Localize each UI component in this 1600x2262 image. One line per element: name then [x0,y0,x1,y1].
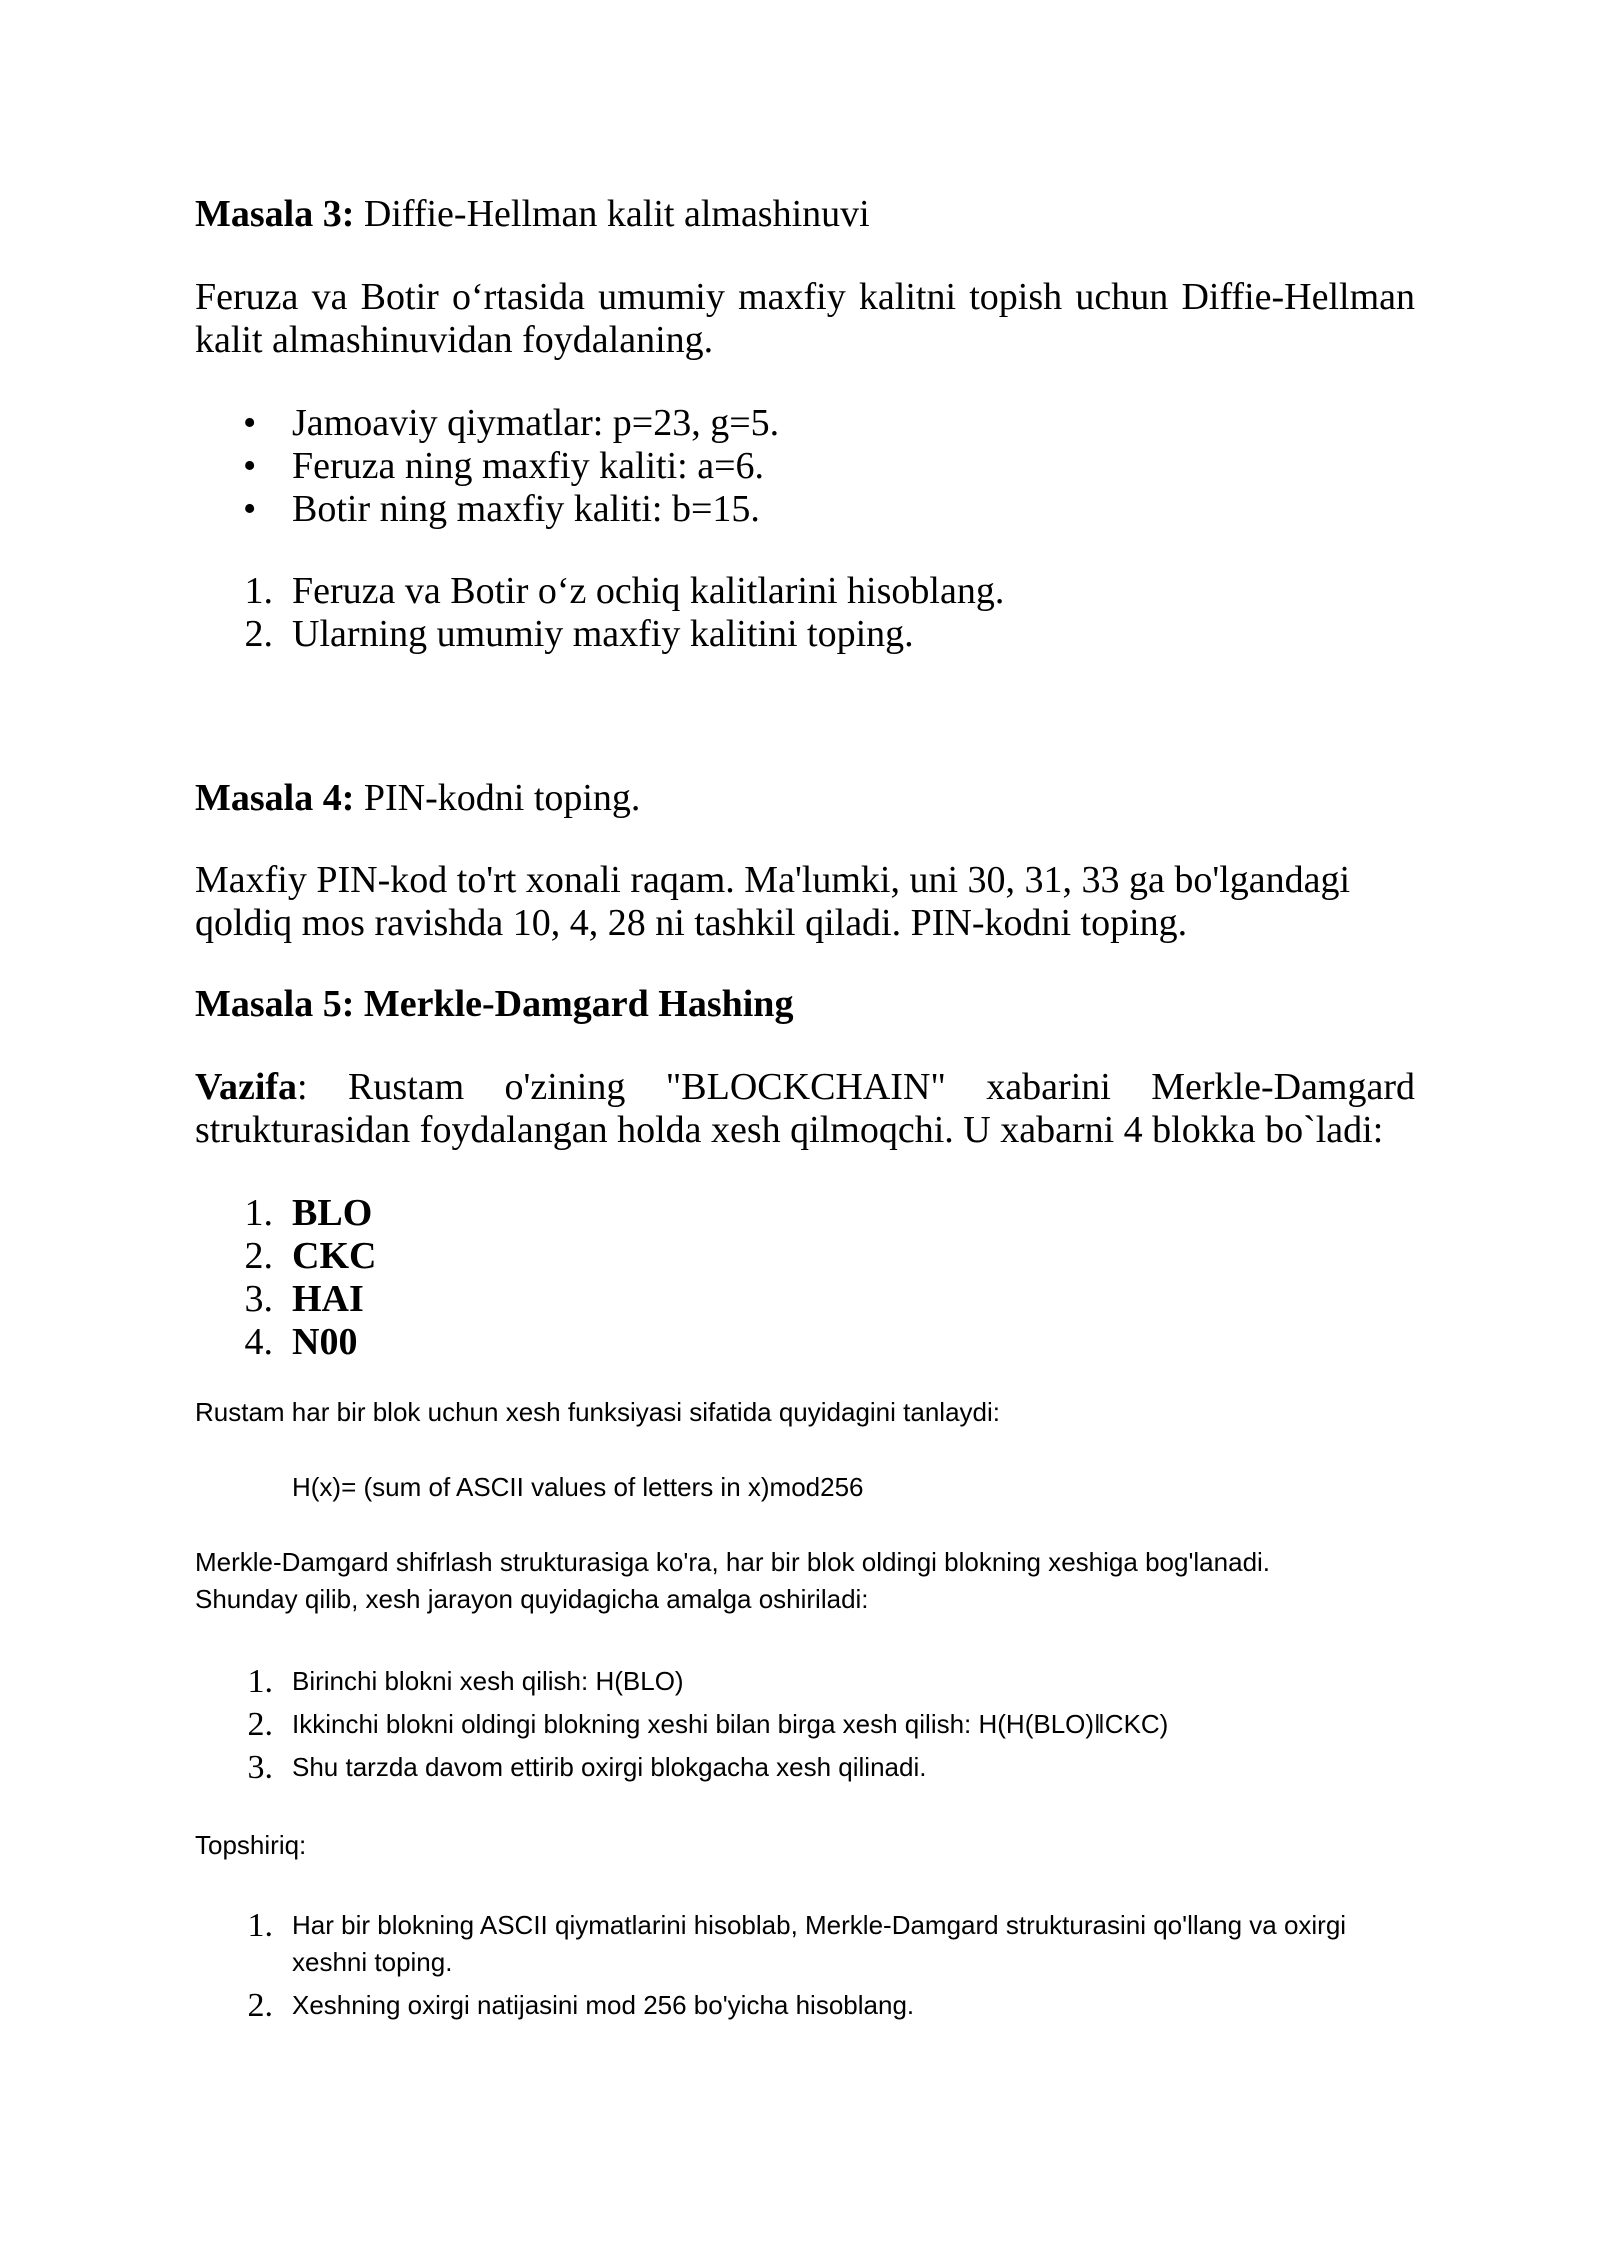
structure-line2 [195,1581,1415,1618]
topshiriq-label-text: Topshiriq: [195,1830,307,1860]
bullet-icon: • [243,445,257,487]
masala5-block-list [195,1192,1415,1364]
list-item-text: Jamoaviy qiymatlar: p=23, g=5. [292,402,780,444]
list-item-text: Ularning umumiy maxfiy kalitini toping. [292,613,914,655]
list-item-text-cont: xeshni toping. [292,1947,453,1977]
list-item-text: Har bir blokning ASCII qiymatlarini hisoblab, Merkle-Damgard strukturasini qo'llang va oxirgi [292,1910,1347,1940]
masala5-heading-text: Masala 5: Merkle-Damgard Hashing [195,983,794,1025]
list-item [195,1235,1415,1278]
masala3-intro-line2-text: kalit almashinuvidan foydalaning. [195,319,714,361]
masala3-task-list [195,570,1415,656]
list-number: 4. [244,1321,273,1363]
hash-steps-list [195,1663,1415,1792]
list-number: 1. [247,1907,273,1944]
masala5-vazifa-line1 [195,1066,1415,1109]
list-item-text: Ikkinchi blokni oldingi blokning xeshi bilan birga xesh qilish: H(H(BLO)‖CKC) [292,1709,1169,1739]
topshiriq-list [195,1907,1415,2024]
masala4-text-line2 [195,902,1415,945]
structure-line2-text: Shunday qilib, xesh jarayon quyidagicha amalga oshiriladi: [195,1584,869,1614]
list-number: 2. [247,1987,273,2024]
hash-intro [195,1394,1415,1431]
list-item [195,1907,1415,1981]
bullet-icon: • [243,488,257,530]
masala4-text-line1 [195,859,1415,902]
list-item [195,402,1415,445]
list-number: 1. [244,570,273,612]
list-item [195,1192,1415,1235]
list-item [195,488,1415,531]
masala3-intro-line2 [195,319,1415,362]
bullet-icon: • [243,402,257,444]
masala5-vazifa-line2 [195,1109,1415,1152]
list-item [195,1706,1415,1749]
structure-line1-text: Merkle-Damgard shifrlash strukturasiga ko'ra, har bir blok oldingi blokning xeshiga bog'lanadi. [195,1547,1271,1577]
vazifa-line2-text: strukturasidan foydalangan holda xesh qilmoqchi. U xabarni 4 blokka bo`ladi: [195,1109,1384,1151]
structure-line1 [195,1544,1415,1581]
list-item [195,1321,1415,1364]
list-number: 1. [247,1663,273,1700]
topshiriq-label [195,1827,1415,1864]
list-number: 3. [244,1278,273,1320]
hash-formula-text: H(x)= (sum of ASCII values of letters in x)mod256 [292,1472,864,1502]
list-number: 2. [244,613,273,655]
block-label: BLO [292,1192,373,1234]
masala3-intro-line1-text: Feruza va Botir o‘rtasida umumiy maxfiy kalitni topish uchun Diffie-Hellman [195,276,1415,318]
list-item [195,570,1415,613]
list-item [195,1278,1415,1321]
vazifa-label: Vazifa [195,1066,298,1108]
list-item [195,445,1415,488]
list-item-text: Botir ning maxfiy kaliti: b=15. [292,488,760,530]
list-item-text: Feruza ning maxfiy kaliti: a=6. [292,445,765,487]
list-item-text: Feruza va Botir o‘z ochiq kalitlarini hisoblang. [292,570,1005,612]
hash-formula [292,1469,1512,1506]
masala3-intro-line1 [195,276,1415,319]
hash-intro-text: Rustam har bir blok uchun xesh funksiyasi sifatida quyidagini tanlaydi: [195,1397,1000,1427]
list-item-text: Xeshning oxirgi natijasini mod 256 bo'yicha hisoblang. [292,1990,915,2020]
list-number: 3. [247,1749,273,1786]
masala4-text-line1-text: Maxfiy PIN-kod to'rt xonali raqam. Ma'lumki, uni 30, 31, 33 ga bo'lgandagi [195,859,1351,901]
block-label: HAI [292,1278,364,1320]
list-item-text: Shu tarzda davom ettirib oxirgi blokgacha xesh qilinadi. [292,1752,927,1782]
list-item [195,613,1415,656]
list-number: 1. [244,1192,273,1234]
masala4-heading-label: Masala 4: [195,777,355,819]
masala5-heading [195,983,1415,1026]
masala3-heading [195,193,1415,236]
masala3-bullet-list [195,402,1415,531]
list-item-text: Birinchi blokni xesh qilish: H(BLO) [292,1666,684,1696]
block-label: N00 [292,1321,358,1363]
list-item [195,1987,1415,2024]
masala3-heading-label: Masala 3: [195,193,355,235]
masala3-heading-title: Diffie-Hellman kalit almashinuvi [354,193,870,235]
list-number: 2. [244,1235,273,1277]
vazifa-line1-text: : Rustam o'zining "BLOCKCHAIN" xabarini Merkle-Damgard [297,1066,1415,1108]
list-item [195,1663,1415,1706]
list-item [195,1749,1415,1792]
masala4-text-line2-text: qoldiq mos ravishda 10, 4, 28 ni tashkil qiladi. PIN-kodni toping. [195,902,1188,944]
masala4-heading [195,777,1415,820]
list-number: 2. [247,1706,273,1743]
block-label: CKC [292,1235,377,1277]
masala4-heading-title: PIN-kodni toping. [354,777,641,819]
